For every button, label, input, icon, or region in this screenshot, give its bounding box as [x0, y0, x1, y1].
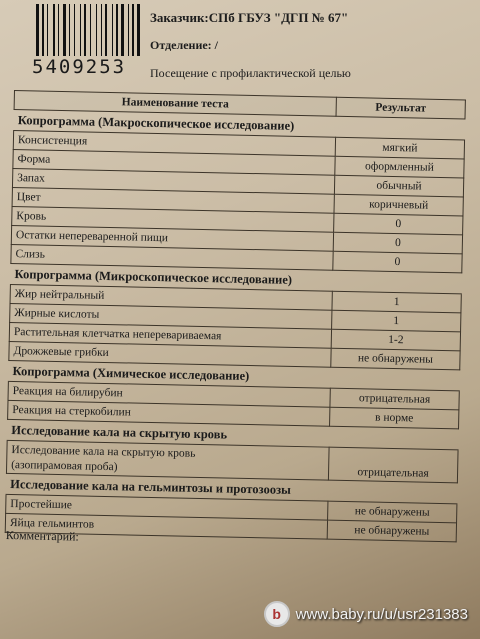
barcode-bar [58, 4, 59, 56]
test-name: Форма [13, 149, 335, 175]
barcode-bar [101, 4, 102, 56]
barcode-bar [84, 4, 86, 56]
barcode-bar [82, 4, 83, 56]
barcode-bar [76, 4, 79, 56]
column-header-result: Результат [336, 97, 465, 119]
test-result: в норме [330, 407, 459, 429]
visit-purpose: Посещение с профилактической целью [150, 66, 351, 80]
barcode-bar [87, 4, 89, 56]
test-name: Цвет [12, 187, 334, 213]
section-title: Копрограмма (Химическое исследование) [8, 360, 459, 390]
test-name-line2: (азопирамовая проба) [11, 459, 118, 474]
barcode-bar [98, 4, 100, 56]
barcode-bar [105, 4, 107, 56]
barcode-bar [67, 4, 68, 56]
barcode-bar [49, 4, 52, 56]
barcode-bar [36, 4, 39, 56]
barcode-bar [114, 4, 115, 56]
test-result: мягкий [335, 137, 464, 159]
barcode-bar [108, 4, 111, 56]
barcode-bar [80, 4, 81, 56]
test-name: Реакция на билирубин [8, 381, 330, 407]
barcode-bar [135, 4, 136, 56]
barcode-bar [116, 4, 118, 56]
barcode-bar [112, 4, 113, 56]
barcode-bar [132, 4, 134, 56]
site-logo-icon: b [264, 601, 290, 627]
test-name: Дрожжевые грибки [9, 341, 331, 367]
barcode-number: 5409253 [32, 56, 127, 78]
customer-line: Заказчик:СПб ГБУЗ "ДГП № 67" [150, 10, 349, 25]
comment-label: Комментарий: [5, 528, 79, 544]
test-result: отрицательная [330, 388, 459, 410]
barcode-bar [45, 4, 46, 56]
test-name: Реакция на стеркобилин [8, 400, 330, 426]
barcode-bar [137, 4, 140, 56]
barcode-bar [92, 4, 95, 56]
barcode-bar [69, 4, 70, 56]
test-name: Запах [12, 168, 334, 194]
barcode-bar [130, 4, 131, 56]
test-result: обычный [334, 175, 463, 197]
barcode-bar [125, 4, 127, 56]
section-title: Копрограмма (Микроскопическое исследование) [10, 263, 461, 293]
barcode-bar [90, 4, 91, 56]
barcode-bar [74, 4, 75, 56]
test-result: не обнаружены [328, 501, 457, 523]
test-name: Консистенция [13, 131, 335, 157]
test-name: Жирные кислоты [10, 303, 332, 329]
test-result: 0 [334, 213, 463, 235]
test-result: не обнаружены [327, 520, 456, 542]
barcode-bar [40, 4, 41, 56]
test-result: коричневый [334, 194, 463, 216]
department-line: Отделение: / [150, 38, 219, 52]
test-result: не обнаружены [331, 348, 460, 370]
section-title: Исследование кала на гельминтозы и протозоозы [6, 473, 457, 503]
section-title: Исследование кала на скрытую кровь [7, 419, 458, 449]
test-result: 1 [332, 310, 461, 332]
barcode [36, 4, 146, 56]
barcode-bar [63, 4, 66, 56]
barcode-bar [141, 4, 142, 56]
test-name-line1: Исследование кала на скрытую кровь [11, 444, 196, 460]
barcode-bar [119, 4, 120, 56]
barcode-bar [53, 4, 55, 56]
test-name: Растительная клетчатка неперевариваемая [9, 322, 331, 348]
barcode-bar [60, 4, 62, 56]
test-name: Слизь [11, 244, 333, 270]
test-name: Простейшие [6, 494, 328, 520]
watermark [264, 601, 468, 627]
test-name: Яйца гельминтов [5, 513, 327, 539]
barcode-bar [128, 4, 129, 56]
test-result: 1-2 [331, 329, 460, 351]
barcode-bar [103, 4, 104, 56]
test-result: отрицательная [328, 447, 458, 483]
test-result: 0 [333, 232, 462, 254]
test-name: Остатки непереваренной пищи [11, 225, 333, 251]
barcode-bar [42, 4, 44, 56]
column-header-test: Наименование теста [14, 91, 336, 117]
barcode-bar [71, 4, 73, 56]
barcode-bar [96, 4, 97, 56]
barcode-bar [121, 4, 124, 56]
test-name: Кровь [12, 206, 334, 232]
results-table [5, 90, 466, 542]
section-title: Копрограмма (Макроскопическое исследование) [14, 110, 465, 140]
test-result: 0 [333, 251, 462, 273]
barcode-bar [56, 4, 57, 56]
watermark-url: www.baby.ru/u/usr231383 [295, 605, 468, 623]
test-result: 1 [332, 291, 461, 313]
barcode-bar [47, 4, 48, 56]
test-name: Жир нейтральный [10, 284, 332, 310]
test-result: оформленный [335, 156, 464, 178]
